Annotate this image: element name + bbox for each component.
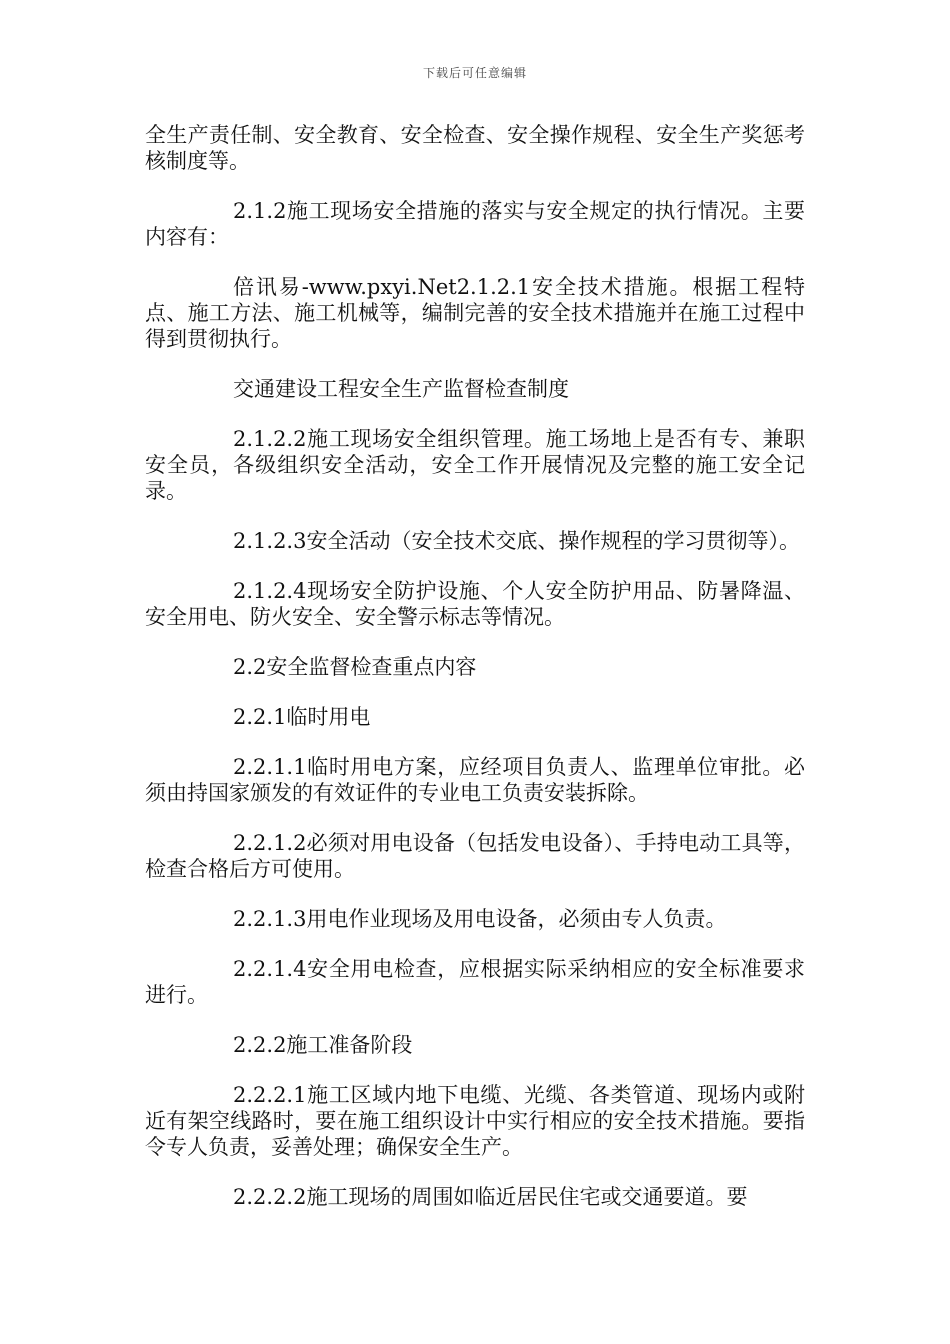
paragraph: 2.2.1.4安全用电检查，应根据实际采纳相应的安全标准要求进行。 [145,957,805,1007]
paragraph: 2.1.2.4现场安全防护设施、个人安全防护用品、防暑降温、安全用电、防火安全、安全警示标志等情况。 [145,579,805,629]
paragraph: 2.1.2施工现场安全措施的落实与安全规定的执行情况。主要内容有： [145,199,805,249]
paragraph: 2.2.1.3用电作业现场及用电设备，必须由专人负责。 [233,907,727,931]
section-heading: 2.2安全监督检查重点内容 [233,655,477,679]
paragraph: 2.1.2.2施工现场安全组织管理。施工场地上是否有专、兼职安全员，各级组织安全活动，安全工作开展情况及完整的施工安全记录。 [145,427,805,503]
page-header: 下载后可任意编辑 [422,66,527,80]
paragraph: 2.2.1.2必须对用电设备（包括发电设备）、手持电动工具等，检查合格后方可使用。 [145,831,805,881]
paragraph: 2.2.2.1施工区域内地下电缆、光缆、各类管道、现场内或附近有架空线路时，要在施工组织设计中实行相应的安全技术措施。要指令专人负责，妥善处理；确保安全生产。 [145,1083,805,1159]
section-heading: 2.2.1临时用电 [233,705,371,729]
section-heading: 2.2.2施工准备阶段 [233,1033,413,1057]
section-title: 交通建设工程安全生产监督检查制度 [233,377,569,401]
paragraph: 全生产责任制、安全教育、安全检查、安全操作规程、安全生产奖惩考核制度等。 [145,123,805,173]
paragraph: 2.2.1.1临时用电方案，应经项目负责人、监理单位审批。必须由持国家颁发的有效证件的专业电工负责安装拆除。 [145,755,805,805]
paragraph: 2.1.2.3安全活动（安全技术交底、操作规程的学习贯彻等）。 [233,529,800,553]
paragraph: 倍讯易-www.pxyi.Net2.1.2.1安全技术措施。根据工程特点、施工方法、施工机械等，编制完善的安全技术措施并在施工过程中得到贯彻执行。 [145,275,805,351]
paragraph: 2.2.2.2施工现场的周围如临近居民住宅或交通要道。要 [233,1185,748,1209]
document-body [145,122,805,1234]
